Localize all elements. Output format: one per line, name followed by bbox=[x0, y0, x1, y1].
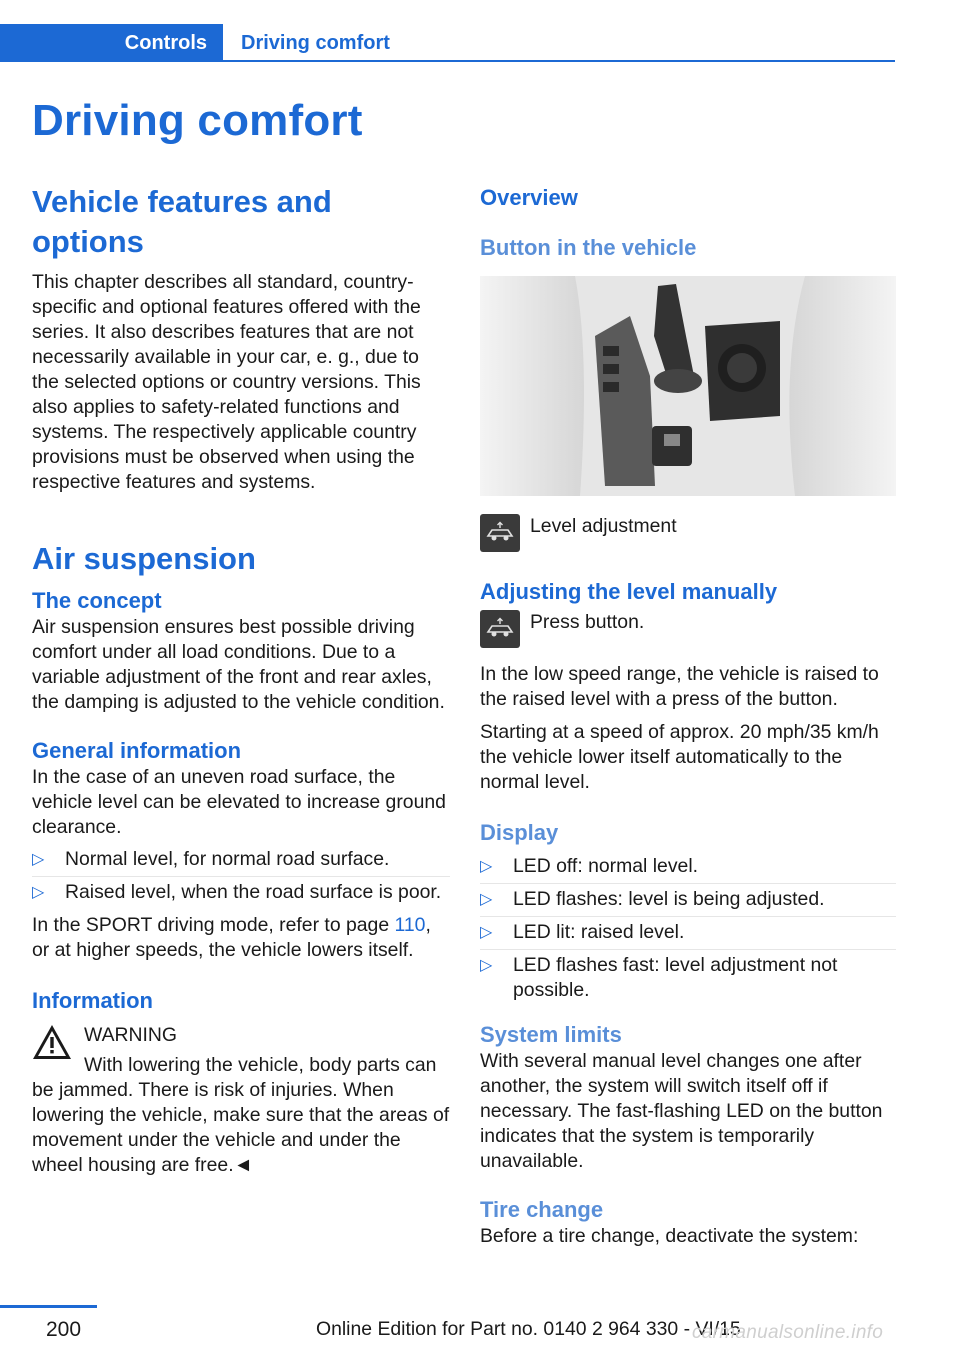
warning-text: With lowering the vehicle, body parts can be jammed. There is risk of injuries. When lowering the vehicle, make sure that the areas of movement under the vehicle and under the wheel housing are free.◄ bbox=[32, 1054, 450, 1176]
list-item: ▷ Raised level, when the road surface is poor. bbox=[32, 881, 442, 903]
speed-text: Starting at a speed of approx. 20 mph/35 km/h the vehicle lower itself automatically to the normal level. bbox=[480, 721, 879, 793]
right-column bbox=[480, 182, 896, 1249]
level-list bbox=[32, 844, 450, 909]
triangle-bullet-icon: ▷ bbox=[32, 851, 45, 868]
level-adjustment-legend bbox=[480, 514, 896, 554]
list-item: ▷ LED lit: raised level. bbox=[480, 917, 896, 950]
manual-adjust-heading: Adjusting the level manually bbox=[480, 579, 778, 604]
tire-change-text: Before a tire change, deactivate the system: bbox=[480, 1225, 859, 1247]
list-item: ▷ LED flashes: level is being adjusted. bbox=[480, 884, 896, 917]
triangle-bullet-icon: ▷ bbox=[480, 891, 493, 908]
edition-text: Online Edition for Part no. 0140 2 964 330 - VI/15 bbox=[316, 1318, 741, 1340]
general-information-text: In the case of an uneven road surface, the vehicle level can be elevated to increase ground clearance. bbox=[32, 766, 446, 838]
sport-mode-text: In the SPORT driving mode, refer to page 110, or at higher speeds, the vehicle lowers itself. bbox=[32, 914, 431, 961]
tire-change-heading: Tire change bbox=[480, 1197, 604, 1222]
list-item: ▷ LED flashes fast: level adjustment not possible. bbox=[480, 954, 838, 1001]
display-list bbox=[480, 851, 896, 1007]
vehicle-features-text: This chapter describes all standard, country-specific and optional features offered with the series. It also describes features that are not necessarily available in your car, e. g., due to the selected options or country versions. This also applies to safety-related functions and systems. The respectively applicable country provisions must be observed when using the respective features and systems. bbox=[32, 271, 421, 493]
level-adjustment-button-icon bbox=[480, 610, 520, 648]
page-number: 200 bbox=[46, 1318, 82, 1341]
button-in-vehicle-heading: Button in the vehicle bbox=[480, 235, 697, 260]
level-adjustment-label: Level adjustment bbox=[530, 515, 677, 537]
center-console-image bbox=[480, 276, 896, 496]
section-tab-driving-comfort: Driving comfort bbox=[241, 32, 390, 54]
left-column bbox=[32, 182, 450, 1178]
general-information-heading: General information bbox=[32, 738, 242, 763]
display-heading: Display bbox=[480, 820, 559, 845]
page-reference-link[interactable]: 110 bbox=[394, 914, 426, 936]
footer-rule bbox=[0, 1305, 97, 1308]
low-speed-text: In the low speed range, the vehicle is raised to the raised level with a press of the button. bbox=[480, 663, 879, 710]
list-item: ▷ LED off: normal level. bbox=[480, 851, 896, 884]
concept-heading: The concept bbox=[32, 588, 162, 613]
system-limits-text: With several manual level changes one after another, the system will switch itself off if necessary. The fast-flashing LED on the button indicates that the system is temporarily unavailable. bbox=[480, 1050, 883, 1172]
triangle-bullet-icon: ▷ bbox=[32, 884, 45, 901]
triangle-bullet-icon: ▷ bbox=[480, 924, 493, 941]
level-adjustment-button-icon bbox=[480, 514, 520, 552]
warning-block bbox=[32, 1023, 450, 1048]
section-tab-controls: Controls bbox=[0, 24, 223, 62]
header-rule bbox=[0, 60, 895, 62]
triangle-bullet-icon: ▷ bbox=[480, 957, 493, 974]
press-button-text: Press button. bbox=[530, 611, 645, 633]
warning-triangle-icon bbox=[32, 1023, 72, 1061]
chapter-title: Driving comfort bbox=[32, 96, 363, 145]
center-console-photo bbox=[480, 276, 896, 496]
overview-heading: Overview bbox=[480, 185, 578, 210]
air-suspension-heading: Air suspension bbox=[32, 541, 256, 576]
warning-label: WARNING bbox=[84, 1024, 177, 1046]
system-limits-heading: System limits bbox=[480, 1022, 622, 1047]
watermark: carmanualsonline.info bbox=[692, 1322, 884, 1343]
information-heading: Information bbox=[32, 988, 153, 1013]
concept-text: Air suspension ensures best possible driving comfort under all load conditions. Due to a variable adjustment of the front and rear axles, the damping is adjusted to the vehicle condition. bbox=[32, 616, 445, 713]
page-header bbox=[0, 24, 895, 62]
press-button-row bbox=[480, 610, 896, 650]
vehicle-features-heading: Vehicle features and options bbox=[32, 184, 332, 259]
list-item: ▷ Normal level, for normal road surface. bbox=[32, 844, 450, 877]
triangle-bullet-icon: ▷ bbox=[480, 858, 493, 875]
